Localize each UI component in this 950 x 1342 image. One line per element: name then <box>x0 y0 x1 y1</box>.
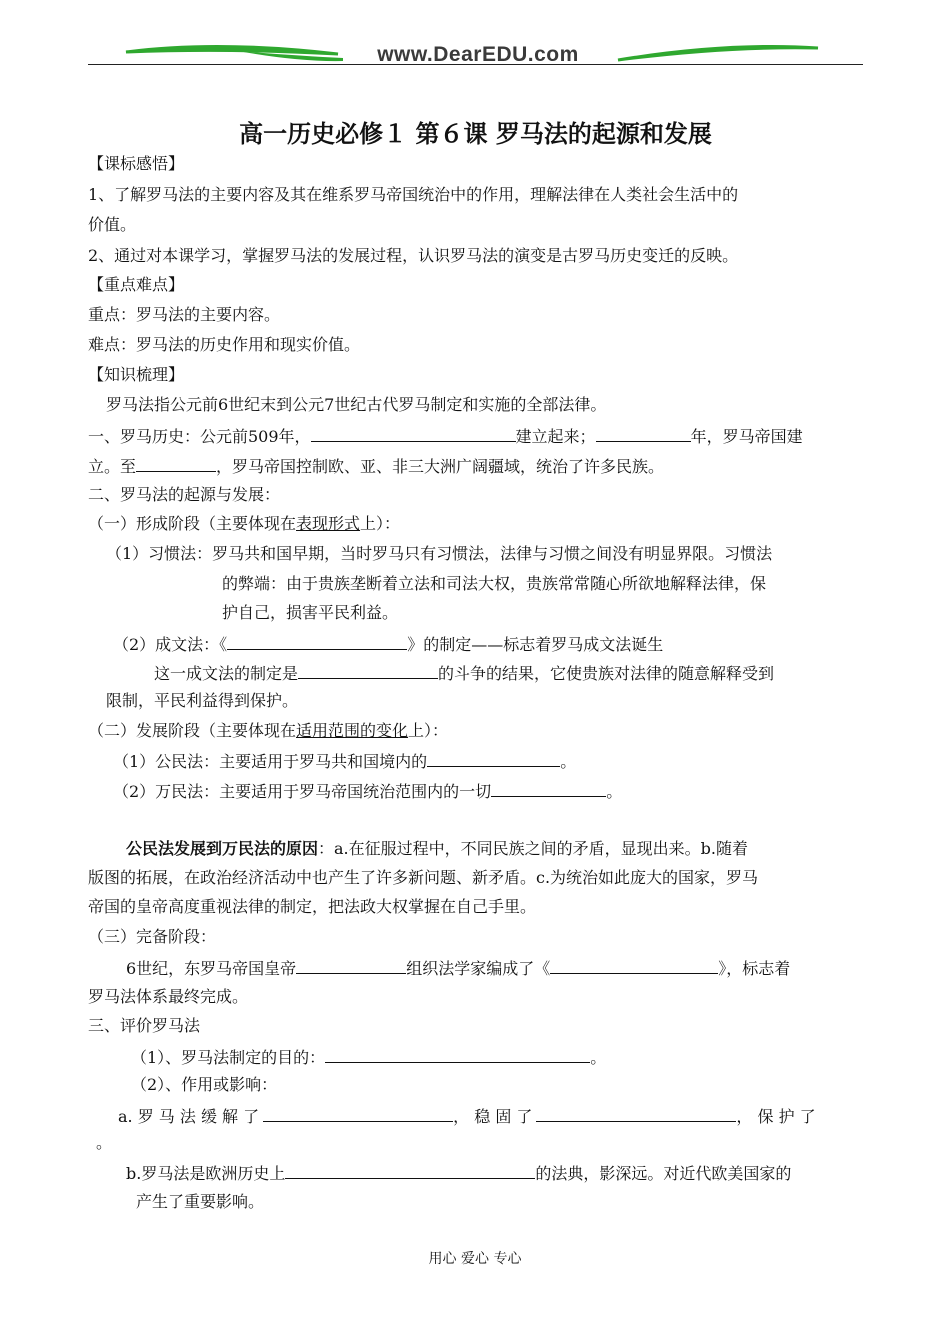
stage1-text-b: 上）： <box>360 514 401 533</box>
eval-heading: 三、评价罗马法 <box>88 1016 201 1035</box>
civil-law-line <box>113 749 576 771</box>
right-swoosh <box>618 47 818 61</box>
written2-text-a: 这一成文法的制定是 <box>154 664 299 683</box>
blank-stabilize[interactable] <box>536 1104 736 1122</box>
civil-text-b: 。 <box>560 752 577 771</box>
difficult-point: 难点：罗马法的历史作用和现实价值。 <box>88 335 361 354</box>
stage2-text-a: （二）发展阶段（主要体现在 <box>88 721 297 740</box>
effect-text-a2: ， 稳 固 了 <box>453 1107 533 1126</box>
history-text-4: 立。至 <box>88 457 137 476</box>
left-swoosh <box>126 46 338 54</box>
blank-ease[interactable] <box>263 1104 453 1122</box>
history-line-1 <box>88 424 803 446</box>
intro-text: 罗马法指公元前6世纪末到公元7世纪古代罗马制定和实施的全部法律。 <box>106 395 607 414</box>
heading-kebiao: 【课标感悟】 <box>88 154 185 173</box>
purpose-text-a: （1）、罗马法制定的目的： <box>131 1048 326 1067</box>
custom-law-1: （1）习惯法：罗马共和国早期，当时罗马只有习惯法，法律与习惯之间没有明显界限。习惯法 <box>106 544 773 563</box>
blank-purpose[interactable] <box>325 1045 590 1063</box>
gentium-law-line <box>113 779 622 801</box>
effect-line-b2: 产生了重要影响。 <box>136 1192 265 1211</box>
complete-text-a: 6世纪，东罗马帝国皇帝 <box>126 959 297 978</box>
stage2-text-b: 上）： <box>408 721 449 740</box>
blank-century[interactable] <box>136 454 216 472</box>
stage1-text-a: （一）形成阶段（主要体现在 <box>88 514 297 533</box>
written2-text-b: 的斗争的结果，它使贵族对法律的随意解释受到 <box>438 664 775 683</box>
effect-line-a <box>118 1104 816 1126</box>
blank-struggle[interactable] <box>298 661 438 679</box>
written-law-line-3: 限制，平民利益得到保护。 <box>106 691 299 710</box>
heading-zhongdian: 【重点难点】 <box>88 275 185 294</box>
blank-empire-year[interactable] <box>596 424 691 442</box>
blank-residents[interactable] <box>491 779 606 797</box>
custom-law-3: 护自己，损害平民利益。 <box>222 603 399 622</box>
blank-emperor[interactable] <box>296 956 406 974</box>
origin-heading: 二、罗马法的起源与发展： <box>88 485 281 504</box>
gentium-text-b: 。 <box>606 782 623 801</box>
effect-text-a1: a. 罗 马 法 缓 解 了 <box>118 1107 260 1126</box>
reason-line-1 <box>126 838 748 860</box>
page-title: 高一历史必修１ 第６课 罗马法的起源和发展 <box>239 120 712 148</box>
stage3-heading: （三）完备阶段： <box>88 927 217 946</box>
history-text-3: 年，罗马帝国建 <box>690 427 803 446</box>
complete-line-2: 罗马法体系最终完成。 <box>88 987 249 1006</box>
key-point: 重点：罗马法的主要内容。 <box>88 305 281 324</box>
gentium-text-a: （2）万民法：主要适用于罗马帝国统治范围内的一切 <box>113 782 492 801</box>
custom-law-2: 的弊端：由于贵族垄断着立法和司法大权，贵族常常随心所欲地解释法律，保 <box>222 574 767 593</box>
stage1-underline: 表现形式 <box>296 514 361 533</box>
kebiao-item-2: 2、通过对本课学习，掌握罗马法的发展过程，认识罗马法的演变是古罗马历史变迁的反映。 <box>88 246 739 265</box>
reason-line-3: 帝国的皇帝高度重视法律的制定，把法政大权掌握在自己手里。 <box>88 897 537 916</box>
stage1-heading <box>88 513 400 535</box>
effect-text-a3: ， 保 护 了 <box>736 1107 816 1126</box>
effect-text-b1: b.罗马法是欧洲历史上 <box>126 1164 286 1183</box>
civil-text-a: （1）公民法：主要适用于罗马共和国境内的 <box>113 752 428 771</box>
stage2-heading <box>88 720 448 742</box>
site-header <box>88 34 863 72</box>
written-law-line <box>113 632 663 654</box>
history-line-2 <box>88 454 664 476</box>
blank-twelve-tables[interactable] <box>227 632 407 650</box>
page-footer: 用心 爱心 专心 <box>428 1251 522 1267</box>
effect-line-a-end: 。 <box>96 1133 113 1152</box>
written-text-b: 》的制定——标志着罗马成文法诞生 <box>407 635 664 654</box>
purpose-line <box>131 1045 606 1067</box>
purpose-text-b: 。 <box>590 1048 607 1067</box>
written-law-line-2 <box>154 661 774 683</box>
blank-republic[interactable] <box>311 424 516 442</box>
reason-line-2: 版图的拓展，在政治经济活动中也产生了许多新问题、新矛盾。c.为统治如此庞大的国家，罗马 <box>88 868 759 887</box>
kebiao-item-1a: 1、了解罗马法的主要内容及其在维系罗马帝国统治中的作用，理解法律在人类社会生活中的 <box>88 185 739 204</box>
blank-complete-code[interactable] <box>285 1161 535 1179</box>
site-logo[interactable]: www.DearEDU.com <box>377 43 579 66</box>
effect-heading: （2）、作用或影响： <box>131 1075 278 1094</box>
blank-citizens[interactable] <box>427 749 560 767</box>
effect-text-b2: 的法典，影深远。对近代欧美国家的 <box>535 1164 792 1183</box>
complete-text-c: 》，标志着 <box>718 959 791 978</box>
blank-corpus[interactable] <box>550 956 718 974</box>
history-text-1: 一、罗马历史：公元前509年， <box>88 427 311 446</box>
history-text-2: 建立起来； <box>515 427 596 446</box>
reason-text-1: ：a.在征服过程中，不同民族之间的矛盾，显现出来。b.随着 <box>318 839 748 858</box>
heading-zhishi: 【知识梳理】 <box>88 365 185 384</box>
header-divider <box>88 64 863 65</box>
history-text-5: ，罗马帝国控制欧、亚、非三大洲广阔疆域，统治了许多民族。 <box>216 457 665 476</box>
stage2-underline: 适用范围的变化 <box>296 721 409 740</box>
written-text-a: （2）成文法：《 <box>113 635 228 654</box>
kebiao-item-1b: 价值。 <box>88 215 137 234</box>
complete-line-1 <box>126 956 790 978</box>
reason-bold: 公民法发展到万民法的原因 <box>126 839 319 858</box>
effect-line-b <box>126 1161 791 1183</box>
complete-text-b: 组织法学家编成了《 <box>406 959 551 978</box>
